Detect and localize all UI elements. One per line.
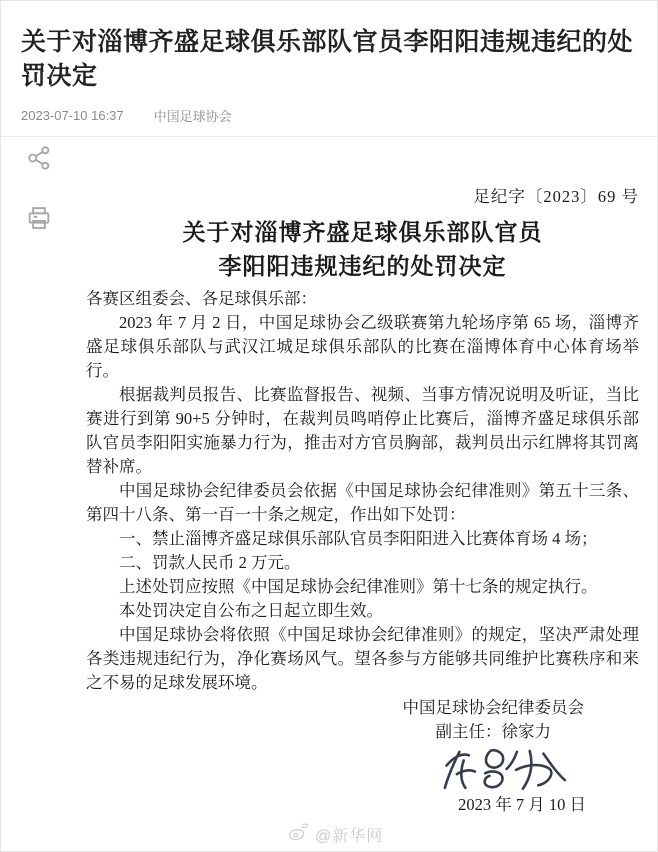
document-paragraph: 本处罚决定自公布之日起立即生效。	[119, 601, 383, 620]
document-paragraph: 中国足球协会将依照《中国足球协会纪律准则》的规定，坚决严肃处理各类违规违纪行为，净化赛场风气。望各参与方能够共同维护比赛秩序和来之不易的足球发展环境。	[86, 625, 639, 692]
document-salutation: 各赛区组委会、各足球俱乐部：	[86, 289, 317, 308]
document-date: 2023 年 7 月 10 日	[458, 795, 586, 814]
print-icon	[25, 204, 53, 235]
document-paragraph: 2023 年 7 月 2 日，中国足球协会乙级联赛第九轮场序第 65 场，淄博齐盛足球俱乐部队与武汉江城足球俱乐部队的比赛在淄博体育中心体育场举行。	[86, 313, 639, 380]
document-title	[86, 216, 639, 284]
article-source: 中国足球协会	[153, 109, 232, 124]
document-paragraph: 中国足球协会纪律委员会依据《中国足球协会纪律准则》第五十三条、第四十八条、第一百一十条之规定，作出如下处罚：	[86, 481, 639, 524]
document-title-line2: 李阳阳违规违纪的处罚决定	[218, 254, 507, 279]
document-paragraph: 根据裁判员报告、比赛监督报告、视频、当事方情况说明及听证，当比赛进行到第 90+5 分钟时，在裁判员鸣哨停止比赛后，淄博齐盛足球俱乐部队官员李阳阳实施暴力行为，推击对方官员胸部，裁判员出示红牌将其罚离替补席。	[86, 385, 639, 476]
document-number: 足纪字〔2023〕69 号	[473, 187, 639, 206]
signoff-block	[86, 696, 639, 744]
weibo-icon	[287, 823, 309, 846]
publish-timestamp: 2023-07-10 16:37	[21, 108, 124, 123]
document-penalty-item-2: 二、罚款人民币 2 万元。	[119, 553, 301, 572]
side-toolbar	[24, 144, 54, 234]
document-penalty-item-1: 一、禁止淄博齐盛足球俱乐部队官员李阳阳进入比赛体育场 4 场；	[119, 529, 598, 548]
share-button[interactable]	[24, 144, 54, 174]
signoff-organization: 中国足球协会纪律委员会	[402, 698, 584, 717]
document-title-line1: 关于对淄博齐盛足球俱乐部队官员	[182, 220, 543, 245]
article-meta	[21, 106, 637, 136]
page-title: 关于对淄博齐盛足球俱乐部队官员李阳阳违规违纪的处罚决定	[21, 28, 634, 90]
handwritten-signature	[86, 745, 639, 793]
official-document	[86, 186, 639, 817]
article-header	[1, 1, 657, 136]
share-icon	[25, 144, 53, 175]
header-divider	[1, 136, 657, 137]
watermark	[287, 823, 383, 846]
watermark-text: @新华网	[315, 828, 384, 845]
print-button[interactable]	[24, 204, 54, 234]
document-paragraph: 上述处罚应按照《中国足球协会纪律准则》第十七条的规定执行。	[119, 577, 598, 596]
signoff-role: 副主任：徐家力	[435, 722, 551, 741]
